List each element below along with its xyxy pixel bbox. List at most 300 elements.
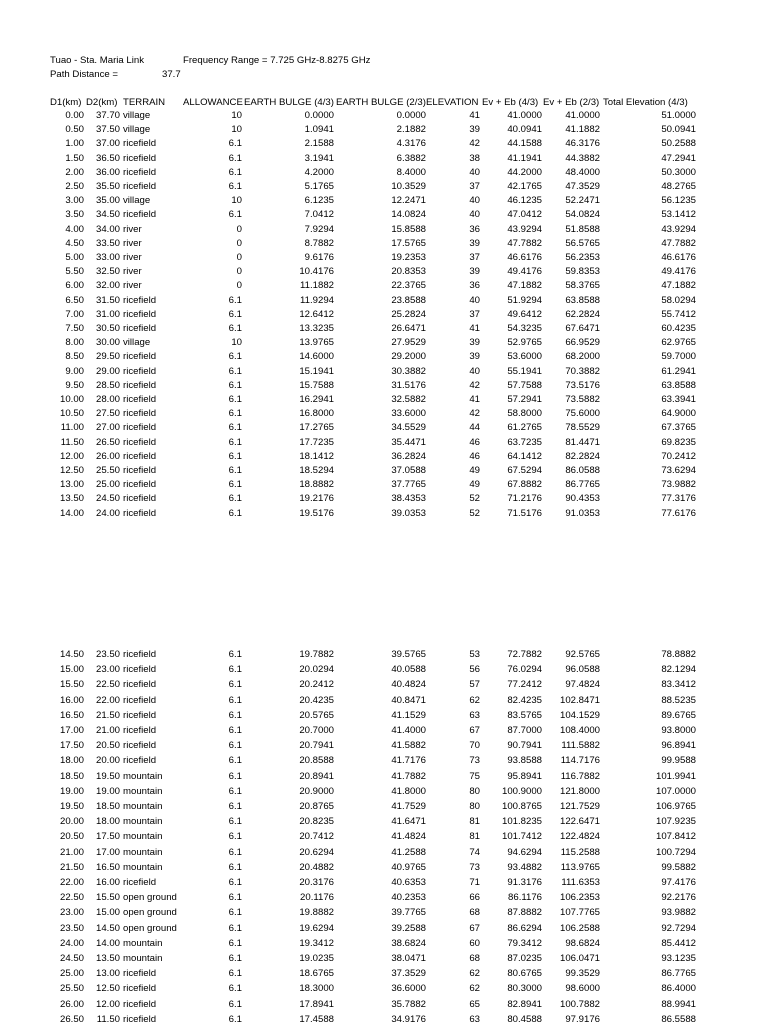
earth-bulge-43-cell: 17.2765 bbox=[299, 422, 334, 434]
ev-eb-23-cell: 66.9529 bbox=[565, 337, 600, 349]
allowance-cell: 6.1 bbox=[228, 770, 242, 782]
ev-eb-23-cell: 113.9765 bbox=[560, 861, 600, 873]
d1-cell: 2.50 bbox=[65, 181, 84, 192]
elevation-cell: 49 bbox=[469, 465, 480, 476]
allowance-cell: 6.1 bbox=[228, 892, 242, 904]
ev-eb-43-cell: 72.7882 bbox=[507, 649, 542, 660]
ev-eb-23-cell: 67.6471 bbox=[565, 323, 600, 334]
earth-bulge-43-cell: 20.8235 bbox=[299, 816, 334, 828]
header-allowance: ALLOWANCE bbox=[183, 97, 243, 108]
d1-cell: 7.50 bbox=[65, 323, 84, 334]
earth-bulge-23-cell: 39.0353 bbox=[391, 507, 426, 519]
earth-bulge-23-cell: 12.2471 bbox=[391, 195, 426, 207]
earth-bulge-23-cell: 40.6353 bbox=[391, 877, 426, 888]
ev-eb-43-cell: 83.5765 bbox=[507, 709, 542, 721]
d2-cell: 27.50 bbox=[95, 408, 120, 420]
d1-cell: 23.00 bbox=[59, 907, 84, 919]
d2-cell: 28.00 bbox=[95, 394, 120, 405]
earth-bulge-23-cell: 32.5882 bbox=[391, 394, 426, 405]
terrain-cell: mountain bbox=[123, 953, 163, 964]
earth-bulge-23-cell: 40.8471 bbox=[391, 694, 426, 706]
ev-eb-23-cell: 44.3882 bbox=[565, 152, 600, 164]
terrain-cell: mountain bbox=[123, 785, 163, 797]
table-row bbox=[0, 278, 768, 293]
terrain-cell: river bbox=[123, 266, 142, 278]
d1-cell: 8.50 bbox=[65, 351, 84, 363]
ev-eb-43-cell: 82.8941 bbox=[507, 998, 542, 1010]
elevation-cell: 41 bbox=[469, 110, 480, 121]
d2-cell: 37.00 bbox=[95, 138, 120, 150]
terrain-cell: ricefield bbox=[123, 740, 157, 752]
earth-bulge-43-cell: 19.5176 bbox=[299, 507, 334, 519]
earth-bulge-23-cell: 22.3765 bbox=[391, 280, 426, 292]
elevation-cell: 44 bbox=[469, 422, 480, 434]
d1-cell: 0.00 bbox=[65, 110, 84, 121]
total-elevation-cell: 93.1235 bbox=[661, 953, 696, 964]
allowance-cell: 6.1 bbox=[228, 479, 242, 491]
earth-bulge-23-cell: 41.7882 bbox=[391, 770, 426, 782]
total-elevation-cell: 107.9235 bbox=[655, 816, 696, 828]
d2-cell: 17.00 bbox=[95, 846, 120, 858]
earth-bulge-43-cell: 17.7235 bbox=[299, 436, 334, 448]
d1-cell: 16.00 bbox=[59, 694, 84, 706]
earth-bulge-43-cell: 5.1765 bbox=[304, 181, 334, 192]
allowance-cell: 6.1 bbox=[228, 408, 242, 420]
allowance-cell: 6.1 bbox=[228, 785, 242, 797]
ev-eb-43-cell: 47.1882 bbox=[507, 280, 542, 292]
d2-cell: 21.00 bbox=[95, 725, 120, 736]
frequency-range: Frequency Range = 7.725 GHz-8.8275 GHz bbox=[183, 55, 371, 66]
total-elevation-cell: 93.8000 bbox=[661, 725, 696, 736]
ev-eb-23-cell: 41.1882 bbox=[565, 124, 600, 136]
earth-bulge-43-cell: 20.7412 bbox=[299, 831, 334, 843]
elevation-cell: 42 bbox=[469, 379, 480, 391]
allowance-cell: 6.1 bbox=[228, 379, 242, 391]
d2-cell: 33.00 bbox=[95, 252, 120, 263]
total-elevation-cell: 77.6176 bbox=[661, 507, 696, 519]
total-elevation-cell: 63.3941 bbox=[661, 394, 696, 405]
allowance-cell: 0 bbox=[236, 252, 242, 263]
d2-cell: 17.50 bbox=[95, 831, 120, 843]
d2-cell: 11.50 bbox=[96, 1013, 120, 1025]
elevation-cell: 75 bbox=[469, 770, 480, 782]
total-elevation-cell: 86.5588 bbox=[661, 1013, 696, 1025]
ev-eb-23-cell: 115.2588 bbox=[560, 846, 600, 858]
terrain-cell: ricefield bbox=[123, 877, 157, 888]
ev-eb-43-cell: 79.3412 bbox=[507, 937, 542, 949]
ev-eb-23-cell: 54.0824 bbox=[565, 209, 600, 221]
earth-bulge-23-cell: 41.6471 bbox=[391, 816, 426, 828]
table-row bbox=[0, 936, 768, 951]
d1-cell: 14.50 bbox=[59, 649, 84, 660]
terrain-cell: ricefield bbox=[123, 493, 157, 505]
allowance-cell: 6.1 bbox=[228, 365, 242, 377]
d2-cell: 14.50 bbox=[95, 922, 120, 934]
total-elevation-cell: 51.0000 bbox=[661, 110, 696, 121]
path-distance-label: Path Distance = bbox=[50, 69, 118, 80]
d1-cell: 26.00 bbox=[59, 998, 84, 1010]
elevation-cell: 37 bbox=[469, 308, 480, 320]
terrain-cell: river bbox=[123, 252, 142, 263]
table-row bbox=[0, 151, 768, 166]
allowance-cell: 6.1 bbox=[228, 323, 242, 334]
d1-cell: 22.50 bbox=[59, 892, 84, 904]
allowance-cell: 6.1 bbox=[228, 351, 242, 363]
total-elevation-cell: 101.9941 bbox=[655, 770, 696, 782]
table-row bbox=[0, 122, 768, 137]
ev-eb-43-cell: 80.3000 bbox=[507, 983, 542, 995]
earth-bulge-43-cell: 20.8765 bbox=[299, 801, 334, 812]
d1-cell: 17.50 bbox=[59, 740, 84, 752]
total-elevation-cell: 88.5235 bbox=[661, 694, 696, 706]
d1-cell: 9.00 bbox=[65, 365, 84, 377]
ev-eb-23-cell: 122.4824 bbox=[559, 831, 600, 843]
ev-eb-43-cell: 51.9294 bbox=[507, 294, 542, 306]
terrain-cell: ricefield bbox=[123, 294, 157, 306]
earth-bulge-43-cell: 20.3176 bbox=[299, 877, 334, 888]
ev-eb-23-cell: 106.2353 bbox=[559, 892, 600, 904]
total-elevation-cell: 107.8412 bbox=[655, 831, 696, 843]
ev-eb-43-cell: 46.1235 bbox=[507, 195, 542, 207]
elevation-cell: 39 bbox=[469, 337, 480, 349]
d2-cell: 30.00 bbox=[95, 337, 120, 349]
total-elevation-cell: 50.3000 bbox=[661, 166, 696, 178]
header-earth-bulge-43: EARTH BULGE (4/3) bbox=[244, 97, 334, 108]
allowance-cell: 6.1 bbox=[228, 755, 242, 767]
terrain-cell: ricefield bbox=[123, 983, 157, 995]
d2-cell: 36.50 bbox=[95, 152, 120, 164]
elevation-cell: 39 bbox=[469, 237, 480, 249]
earth-bulge-43-cell: 19.2176 bbox=[299, 493, 334, 505]
terrain-cell: ricefield bbox=[123, 138, 157, 150]
elevation-cell: 81 bbox=[469, 831, 480, 843]
elevation-cell: 67 bbox=[469, 725, 480, 736]
earth-bulge-23-cell: 39.2588 bbox=[391, 922, 426, 934]
earth-bulge-23-cell: 14.0824 bbox=[391, 209, 426, 221]
elevation-cell: 37 bbox=[469, 181, 480, 192]
ev-eb-23-cell: 56.2353 bbox=[565, 252, 600, 263]
table-row bbox=[0, 420, 768, 435]
ev-eb-23-cell: 106.0471 bbox=[559, 953, 600, 964]
ev-eb-23-cell: 78.5529 bbox=[565, 422, 600, 434]
total-elevation-cell: 47.1882 bbox=[661, 280, 696, 292]
table-row bbox=[0, 406, 768, 421]
d1-cell: 5.00 bbox=[65, 252, 84, 263]
allowance-cell: 6.1 bbox=[228, 507, 242, 519]
table-row bbox=[0, 236, 768, 251]
ev-eb-43-cell: 52.9765 bbox=[507, 337, 542, 349]
ev-eb-43-cell: 61.2765 bbox=[507, 422, 542, 434]
earth-bulge-23-cell: 36.6000 bbox=[391, 983, 426, 995]
earth-bulge-23-cell: 10.3529 bbox=[391, 181, 426, 192]
ev-eb-23-cell: 56.5765 bbox=[565, 237, 600, 249]
terrain-cell: river bbox=[123, 223, 142, 235]
d1-cell: 15.50 bbox=[59, 679, 84, 691]
total-elevation-cell: 107.0000 bbox=[655, 785, 696, 797]
allowance-cell: 6.1 bbox=[228, 1013, 242, 1025]
ev-eb-23-cell: 47.3529 bbox=[565, 181, 600, 192]
ev-eb-43-cell: 67.8882 bbox=[507, 479, 542, 491]
d2-cell: 31.50 bbox=[95, 294, 120, 306]
terrain-cell: river bbox=[123, 237, 142, 249]
total-elevation-cell: 53.1412 bbox=[661, 209, 696, 221]
ev-eb-23-cell: 121.7529 bbox=[559, 801, 600, 812]
earth-bulge-23-cell: 29.2000 bbox=[391, 351, 426, 363]
ev-eb-43-cell: 71.5176 bbox=[507, 507, 542, 519]
d1-cell: 20.50 bbox=[59, 831, 84, 843]
elevation-cell: 46 bbox=[469, 436, 480, 448]
table-row bbox=[0, 981, 768, 996]
ev-eb-43-cell: 77.2412 bbox=[507, 679, 542, 691]
terrain-cell: ricefield bbox=[123, 152, 157, 164]
d1-cell: 11.50 bbox=[60, 436, 84, 448]
elevation-cell: 74 bbox=[469, 846, 480, 858]
terrain-cell: mountain bbox=[123, 770, 163, 782]
table-row bbox=[0, 108, 768, 123]
allowance-cell: 6.1 bbox=[228, 294, 242, 306]
earth-bulge-23-cell: 40.9765 bbox=[391, 861, 426, 873]
earth-bulge-23-cell: 6.3882 bbox=[396, 152, 426, 164]
total-elevation-cell: 63.8588 bbox=[661, 379, 696, 391]
total-elevation-cell: 67.3765 bbox=[661, 422, 696, 434]
ev-eb-23-cell: 116.7882 bbox=[560, 770, 600, 782]
d2-cell: 18.50 bbox=[95, 801, 120, 812]
allowance-cell: 6.1 bbox=[228, 664, 242, 676]
total-elevation-cell: 86.7765 bbox=[661, 968, 696, 980]
total-elevation-cell: 60.4235 bbox=[661, 323, 696, 334]
earth-bulge-43-cell: 15.1941 bbox=[299, 365, 334, 377]
ev-eb-23-cell: 41.0000 bbox=[565, 110, 600, 121]
table-row bbox=[0, 693, 768, 708]
table-row bbox=[0, 738, 768, 753]
table-row bbox=[0, 463, 768, 478]
allowance-cell: 6.1 bbox=[228, 740, 242, 752]
earth-bulge-23-cell: 41.2588 bbox=[391, 846, 426, 858]
d2-cell: 29.00 bbox=[95, 365, 120, 377]
earth-bulge-43-cell: 19.6294 bbox=[299, 922, 334, 934]
ev-eb-23-cell: 98.6824 bbox=[565, 937, 600, 949]
elevation-cell: 67 bbox=[469, 922, 480, 934]
d2-cell: 34.50 bbox=[95, 209, 120, 221]
total-elevation-cell: 50.0941 bbox=[661, 124, 696, 136]
d1-cell: 16.50 bbox=[59, 709, 84, 721]
earth-bulge-23-cell: 2.1882 bbox=[396, 124, 426, 136]
d1-cell: 1.00 bbox=[65, 138, 84, 150]
elevation-cell: 71 bbox=[469, 877, 480, 888]
ev-eb-23-cell: 100.7882 bbox=[559, 998, 600, 1010]
d2-cell: 16.00 bbox=[95, 877, 120, 888]
d1-cell: 26.50 bbox=[59, 1013, 84, 1025]
allowance-cell: 6.1 bbox=[228, 846, 242, 858]
d2-cell: 13.50 bbox=[95, 953, 120, 964]
total-elevation-cell: 106.9765 bbox=[655, 801, 696, 812]
total-elevation-cell: 82.1294 bbox=[661, 664, 696, 676]
terrain-cell: mountain bbox=[123, 937, 163, 949]
ev-eb-43-cell: 94.6294 bbox=[507, 846, 542, 858]
elevation-cell: 62 bbox=[469, 968, 480, 980]
earth-bulge-43-cell: 20.8941 bbox=[299, 770, 334, 782]
ev-eb-43-cell: 100.8765 bbox=[501, 801, 542, 812]
allowance-cell: 6.1 bbox=[228, 436, 242, 448]
earth-bulge-43-cell: 18.3000 bbox=[299, 983, 334, 995]
earth-bulge-43-cell: 20.0294 bbox=[299, 664, 334, 676]
elevation-cell: 68 bbox=[469, 953, 480, 964]
table-row bbox=[0, 477, 768, 492]
terrain-cell: river bbox=[123, 280, 142, 292]
earth-bulge-23-cell: 19.2353 bbox=[391, 252, 426, 263]
elevation-cell: 39 bbox=[469, 266, 480, 278]
earth-bulge-23-cell: 27.9529 bbox=[391, 337, 426, 349]
d2-cell: 36.00 bbox=[95, 166, 120, 178]
earth-bulge-43-cell: 18.8882 bbox=[299, 479, 334, 491]
terrain-cell: ricefield bbox=[123, 479, 157, 491]
terrain-cell: ricefield bbox=[123, 166, 157, 178]
table-row bbox=[0, 264, 768, 279]
total-elevation-cell: 69.8235 bbox=[661, 436, 696, 448]
elevation-cell: 52 bbox=[469, 493, 480, 505]
ev-eb-23-cell: 104.1529 bbox=[559, 709, 600, 721]
elevation-cell: 36 bbox=[469, 280, 480, 292]
allowance-cell: 6.1 bbox=[228, 493, 242, 505]
d2-cell: 14.00 bbox=[95, 937, 120, 949]
d2-cell: 25.00 bbox=[95, 479, 120, 491]
earth-bulge-23-cell: 40.0588 bbox=[391, 664, 426, 676]
table-row bbox=[0, 506, 768, 521]
d1-cell: 18.00 bbox=[59, 755, 84, 767]
ev-eb-23-cell: 73.5176 bbox=[565, 379, 600, 391]
d1-cell: 20.00 bbox=[59, 816, 84, 828]
d1-cell: 13.00 bbox=[59, 479, 84, 491]
d2-cell: 23.50 bbox=[95, 649, 120, 660]
allowance-cell: 6.1 bbox=[228, 998, 242, 1010]
table-row bbox=[0, 321, 768, 336]
ev-eb-43-cell: 76.0294 bbox=[507, 664, 542, 676]
table-row bbox=[0, 753, 768, 768]
elevation-cell: 36 bbox=[469, 223, 480, 235]
d2-cell: 30.50 bbox=[95, 323, 120, 334]
terrain-cell: ricefield bbox=[123, 998, 157, 1010]
total-elevation-cell: 85.4412 bbox=[661, 937, 696, 949]
table-row bbox=[0, 890, 768, 905]
d2-cell: 22.50 bbox=[95, 679, 120, 691]
earth-bulge-43-cell: 6.1235 bbox=[304, 195, 334, 207]
d2-cell: 35.00 bbox=[95, 195, 120, 207]
terrain-cell: mountain bbox=[123, 846, 163, 858]
elevation-cell: 49 bbox=[469, 479, 480, 491]
d2-cell: 21.50 bbox=[95, 709, 120, 721]
d1-cell: 17.00 bbox=[59, 725, 84, 736]
allowance-cell: 6.1 bbox=[228, 308, 242, 320]
elevation-cell: 40 bbox=[469, 365, 480, 377]
ev-eb-23-cell: 106.2588 bbox=[559, 922, 600, 934]
earth-bulge-23-cell: 41.4000 bbox=[391, 725, 426, 736]
ev-eb-23-cell: 98.6000 bbox=[565, 983, 600, 995]
terrain-cell: open ground bbox=[123, 907, 177, 919]
ev-eb-43-cell: 80.4588 bbox=[507, 1013, 542, 1025]
total-elevation-cell: 62.9765 bbox=[661, 337, 696, 349]
earth-bulge-43-cell: 11.1882 bbox=[300, 280, 334, 292]
ev-eb-23-cell: 122.6471 bbox=[559, 816, 600, 828]
d1-cell: 3.50 bbox=[65, 209, 84, 221]
table-row bbox=[0, 435, 768, 450]
terrain-cell: village bbox=[123, 124, 151, 136]
d2-cell: 37.70 bbox=[95, 110, 120, 121]
terrain-cell: ricefield bbox=[123, 323, 157, 334]
total-elevation-cell: 96.8941 bbox=[661, 740, 696, 752]
table-row bbox=[0, 165, 768, 180]
ev-eb-43-cell: 95.8941 bbox=[507, 770, 542, 782]
d2-cell: 31.00 bbox=[95, 308, 120, 320]
ev-eb-43-cell: 40.0941 bbox=[507, 124, 542, 136]
terrain-cell: ricefield bbox=[123, 379, 157, 391]
d2-cell: 13.00 bbox=[95, 968, 120, 980]
earth-bulge-43-cell: 19.7882 bbox=[299, 649, 334, 660]
ev-eb-43-cell: 47.0412 bbox=[507, 209, 542, 221]
earth-bulge-23-cell: 41.1529 bbox=[391, 709, 426, 721]
ev-eb-43-cell: 49.6412 bbox=[507, 308, 542, 320]
total-elevation-cell: 47.7882 bbox=[661, 237, 696, 249]
earth-bulge-43-cell: 4.2000 bbox=[304, 166, 334, 178]
earth-bulge-23-cell: 38.6824 bbox=[391, 937, 426, 949]
header-d1: D1(km) bbox=[50, 97, 82, 108]
elevation-cell: 39 bbox=[469, 124, 480, 136]
table-row bbox=[0, 250, 768, 265]
elevation-cell: 56 bbox=[469, 664, 480, 676]
elevation-cell: 40 bbox=[469, 195, 480, 207]
ev-eb-43-cell: 82.4235 bbox=[507, 694, 542, 706]
d2-cell: 32.00 bbox=[95, 280, 120, 292]
allowance-cell: 0 bbox=[236, 266, 242, 278]
table-row bbox=[0, 814, 768, 829]
allowance-cell: 6.1 bbox=[228, 138, 242, 150]
table-row bbox=[0, 769, 768, 784]
earth-bulge-23-cell: 4.3176 bbox=[396, 138, 426, 150]
earth-bulge-23-cell: 39.5765 bbox=[391, 649, 426, 660]
allowance-cell: 10 bbox=[231, 124, 242, 136]
table-row bbox=[0, 997, 768, 1012]
total-elevation-cell: 58.0294 bbox=[661, 294, 696, 306]
total-elevation-cell: 43.9294 bbox=[661, 223, 696, 235]
elevation-cell: 42 bbox=[469, 138, 480, 150]
allowance-cell: 6.1 bbox=[228, 694, 242, 706]
terrain-cell: ricefield bbox=[123, 450, 157, 462]
allowance-cell: 6.1 bbox=[228, 649, 242, 660]
earth-bulge-43-cell: 18.1412 bbox=[299, 450, 334, 462]
table-row bbox=[0, 875, 768, 890]
total-elevation-cell: 78.8882 bbox=[661, 649, 696, 660]
d1-cell: 22.00 bbox=[59, 877, 84, 888]
allowance-cell: 6.1 bbox=[228, 450, 242, 462]
d2-cell: 19.00 bbox=[95, 785, 120, 797]
earth-bulge-23-cell: 38.4353 bbox=[391, 493, 426, 505]
ev-eb-43-cell: 86.1176 bbox=[508, 892, 542, 904]
d2-cell: 26.50 bbox=[95, 436, 120, 448]
ev-eb-23-cell: 114.7176 bbox=[560, 755, 600, 767]
elevation-cell: 39 bbox=[469, 351, 480, 363]
ev-eb-23-cell: 121.8000 bbox=[559, 785, 600, 797]
elevation-cell: 80 bbox=[469, 785, 480, 797]
ev-eb-23-cell: 70.3882 bbox=[565, 365, 600, 377]
earth-bulge-43-cell: 13.3235 bbox=[299, 323, 334, 334]
elevation-cell: 41 bbox=[469, 394, 480, 405]
earth-bulge-43-cell: 16.8000 bbox=[299, 408, 334, 420]
header-ev-eb-43: Ev + Eb (4/3) bbox=[482, 97, 539, 108]
d1-cell: 24.00 bbox=[59, 937, 84, 949]
table-row bbox=[0, 647, 768, 662]
allowance-cell: 6.1 bbox=[228, 877, 242, 888]
ev-eb-23-cell: 82.2824 bbox=[565, 450, 600, 462]
elevation-cell: 38 bbox=[469, 152, 480, 164]
